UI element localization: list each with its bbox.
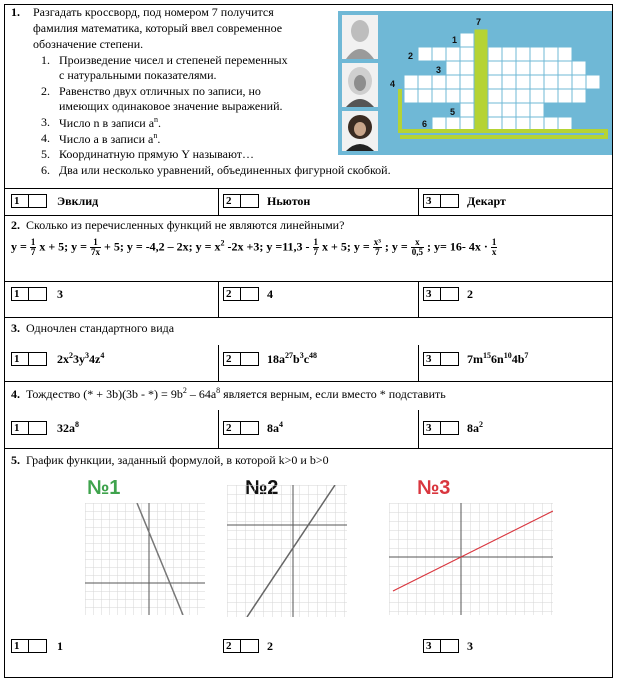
- q4-answer-1-number[interactable]: 1: [11, 421, 29, 435]
- q5-answer-2-number[interactable]: 2: [223, 639, 241, 653]
- q2-answer-2-number[interactable]: 2: [223, 287, 241, 301]
- q1-answer-1-text: Эвклид: [57, 194, 99, 208]
- q1-number: 1.: [11, 5, 20, 19]
- q3-answer-1-number[interactable]: 1: [11, 352, 29, 366]
- graph-3-title: №3: [417, 477, 451, 499]
- crossword-label-1: 1: [452, 35, 458, 45]
- q1-answer-2-text: Ньютон: [267, 194, 311, 208]
- q1-answer-3-checkbox[interactable]: [441, 194, 459, 208]
- q5-answer-2-text: 2: [267, 639, 273, 653]
- q2-formula-list: y = $\frac{1}{7}$ x + 5; y = $\frac{1}{7x}$ + 5; y = -4,2 – 2x; $y = x^2$ -2x +3; y =11,3 - $\frac{1}{7}$ x + 5; y = $\frac{\text{x³}}{7}$ ; y = $\frac{x}{0,5}$ ; y= 16- 4x · $\frac{1}{x}$: [11, 237, 497, 257]
- test-sheet: [4, 4, 613, 678]
- q1-item-number: 5.: [41, 147, 50, 161]
- q1-item-number: 2.: [41, 84, 50, 98]
- q4-answer-2-text: $8a^4$: [267, 420, 283, 435]
- q3-answer-1-checkbox[interactable]: [29, 352, 47, 366]
- q1-item-number: 6.: [41, 163, 50, 177]
- q1-item-number: 4.: [41, 131, 50, 145]
- q4-answer-2-checkbox[interactable]: [241, 421, 259, 435]
- q1-item-text: Число n в записи $a^n$.: [59, 115, 162, 130]
- q1-item-number: 1.: [41, 53, 50, 67]
- q1-item-text: Координатную прямую Y называют…: [59, 147, 254, 161]
- q1-answer-1-checkbox[interactable]: [29, 194, 47, 208]
- q2-answer-1-text: 3: [57, 287, 63, 301]
- crossword-image: [338, 11, 612, 155]
- crossword-label-7: 7: [476, 17, 482, 27]
- q2-answer-3-number[interactable]: 3: [423, 287, 441, 301]
- graph-1-title: №1: [87, 477, 121, 499]
- q4-answer-3-checkbox[interactable]: [441, 421, 459, 435]
- q4-answer-3-number[interactable]: 3: [423, 421, 441, 435]
- q1-item-text: Число а в записи $a^n$.: [59, 131, 161, 146]
- crossword-label-3: 3: [436, 65, 442, 75]
- q3-answer-1-text: $2x^23y^34z^4$: [57, 351, 105, 366]
- q1-item-text: с натуральными показателями.: [59, 68, 217, 82]
- q2-answer-1-number[interactable]: 1: [11, 287, 29, 301]
- q5-answer-3-number[interactable]: 3: [423, 639, 441, 653]
- q2-answer-3-text: 2: [467, 287, 473, 301]
- q4-answer-2-number[interactable]: 2: [223, 421, 241, 435]
- q5-question: 5. График функции, заданный формулой, в которой k>0 и b>0: [11, 453, 329, 467]
- crossword-label-4: 4: [390, 79, 396, 89]
- graph-2-plot: [227, 485, 347, 617]
- q1-item-text: Два или несколько уравнений, объединенных фигурной скобкой.: [59, 163, 391, 177]
- q5-answer-1-checkbox[interactable]: [29, 639, 47, 653]
- q3-answer-2-checkbox[interactable]: [241, 352, 259, 366]
- q2-answer-2-text: 4: [267, 287, 273, 301]
- q1-intro-line3: обозначение степени.: [33, 37, 144, 51]
- q2-question: 2. Сколько из перечисленных функций не являются линейными?: [11, 218, 345, 232]
- crossword-label-5: 5: [450, 107, 456, 117]
- q4-answer-1-checkbox[interactable]: [29, 421, 47, 435]
- q1-answer-1-number[interactable]: 1: [11, 194, 29, 208]
- q1-answer-2-number[interactable]: 2: [223, 194, 241, 208]
- q3-question: 3. Одночлен стандартного вида: [11, 321, 175, 335]
- q1-answer-3-text: Декарт: [467, 194, 506, 208]
- q5-answer-1-number[interactable]: 1: [11, 639, 29, 653]
- q1-intro-line2: фамилия математика, который ввел современное: [33, 21, 283, 35]
- q1-item-text: Равенство двух отличных по записи, но: [59, 84, 261, 98]
- q3-answer-2-number[interactable]: 2: [223, 352, 241, 366]
- portrait-descartes: [342, 111, 378, 151]
- q1-item-text: имеющих одинаковое значение выражений.: [59, 99, 283, 113]
- q1-answer-2-checkbox[interactable]: [241, 194, 259, 208]
- crossword-label-2: 2: [408, 51, 414, 61]
- q5-answer-3-text: 3: [467, 639, 473, 653]
- q1-item-text: Произведение чисел и степеней переменных: [59, 53, 288, 67]
- q3-answer-3-number[interactable]: 3: [423, 352, 441, 366]
- q3-answer-3-checkbox[interactable]: [441, 352, 459, 366]
- q4-answer-1-text: $32a^8$: [57, 420, 79, 435]
- portrait-newton: [342, 63, 378, 107]
- graph-3-plot: [389, 503, 553, 615]
- q4-question: 4. Тождество (* + 3b)(3b - *) = $9b^2 - 64a^8$ является верным, если вместо * подставить: [11, 386, 446, 401]
- q4-answer-3-text: $8a^2$: [467, 420, 483, 435]
- q2-answer-3-checkbox[interactable]: [441, 287, 459, 301]
- q3-answer-2-text: $18a^{27}b^3c^{48}$: [267, 351, 318, 366]
- graph-1-plot: [85, 503, 205, 615]
- q2-answer-1-checkbox[interactable]: [29, 287, 47, 301]
- q1-item-number: 3.: [41, 115, 50, 129]
- q5-answer-2-checkbox[interactable]: [241, 639, 259, 653]
- q1-answer-3-number[interactable]: 3: [423, 194, 441, 208]
- q5-answer-3-checkbox[interactable]: [441, 639, 459, 653]
- crossword-column-7: [474, 29, 488, 131]
- q3-answer-3-text: $7m^{15}6n^{10}4b^7$: [467, 351, 529, 366]
- q1-intro-line1: Разгадать кроссворд, под номером 7 получится: [33, 5, 274, 19]
- q2-answer-2-checkbox[interactable]: [241, 287, 259, 301]
- crossword-label-6: 6: [422, 119, 428, 129]
- q5-answer-1-text: 1: [57, 639, 63, 653]
- portrait-euclid: [342, 15, 378, 59]
